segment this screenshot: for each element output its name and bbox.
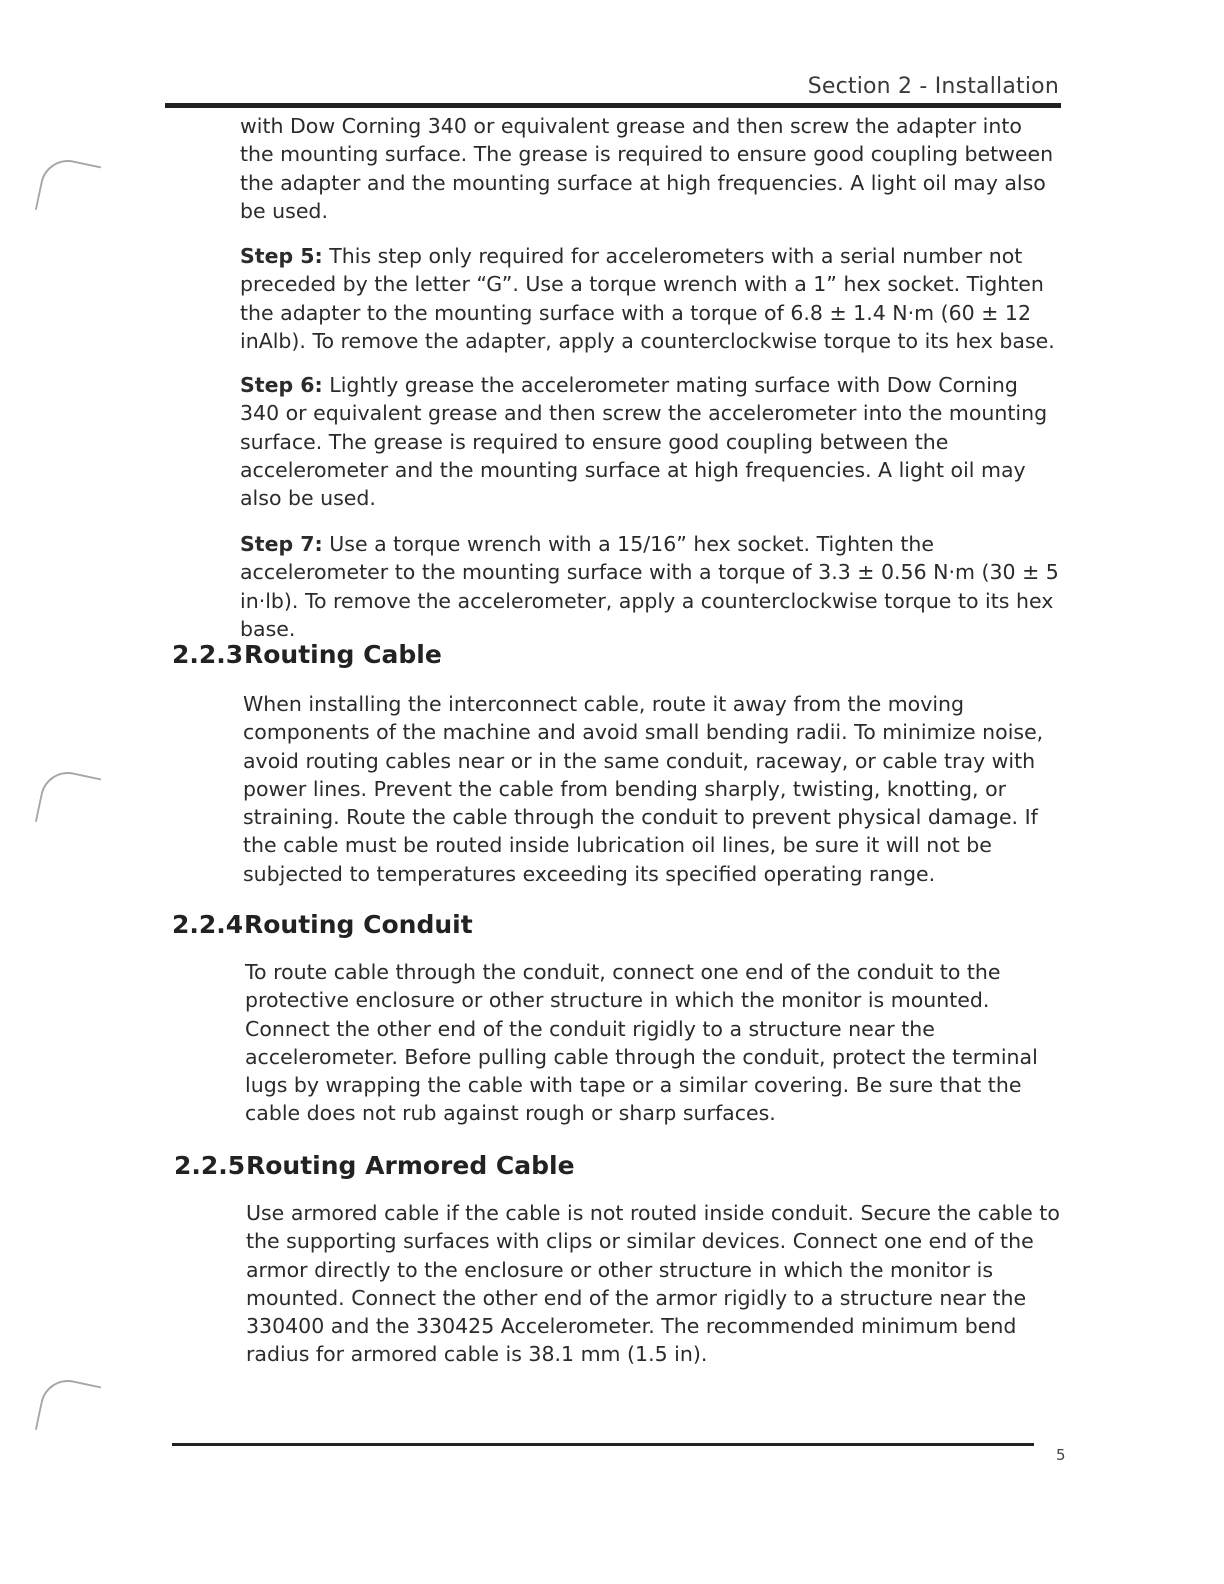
running-header: Section 2 - Installation [807, 74, 1059, 99]
page-number: 5 [1056, 1446, 1066, 1464]
step-text: This step only required for accelerometers with a serial number not preceded by the letter “G”. Use a torque wrench with a 1” hex socket. Tighten the adapter to the mounting surface with a torque of 6.8 ± 1.4 N·m (60 ± 12 inAlb). To remove the adapter, apply a counterclockwise torque to its hex base. [240, 244, 1055, 353]
intro-paragraph [240, 112, 1062, 225]
section-body-text: Use armored cable if the cable is not routed inside conduit. Secure the cable to the supporting surfaces with clips or similar devices. Connect one end of the armor directly to the enclosure or other structure in which the monitor is mounted. Connect the other end of the armor rigidly to a structure near the 330400 and the 330425 Accelerometer. The recommended minimum bend radius for armored cable is 38.1 mm (1.5 in). [246, 1201, 1060, 1367]
header-rule [165, 103, 1061, 108]
section-title: Routing Conduit [244, 910, 473, 939]
footer-rule [172, 1443, 1034, 1446]
section-title: Routing Armored Cable [246, 1151, 575, 1180]
punch-hole-middle [35, 767, 101, 833]
punch-hole-bottom [35, 1375, 101, 1441]
step-text: Lightly grease the accelerometer mating surface with Dow Corning 340 or equivalent grease and then screw the accelerometer into the mounting surface. The grease is required to ensure good coupling between the accelerometer and the mounting surface at high frequencies. A light oil may also be used. [240, 373, 1048, 511]
step-5 [240, 242, 1062, 355]
section-body-text: To route cable through the conduit, connect one end of the conduit to the protective enclosure or other structure in which the monitor is mounted. Connect the other end of the conduit rigidly to a structure near the accelerometer. Before pulling cable through the conduit, protect the terminal lugs by wrapping the cable with tape or a similar covering. Be sure that the cable does not rub against rough or sharp surfaces. [245, 960, 1038, 1126]
intro-text: with Dow Corning 340 or equivalent grease and then screw the adapter into the mounting surface. The grease is required to ensure good coupling between the adapter and the mounting surface at high frequencies. A light oil may also be used. [240, 114, 1054, 223]
step-6 [240, 371, 1062, 512]
section-number: 2.2.5 [174, 1151, 246, 1180]
punch-hole-top [35, 155, 101, 221]
step-7 [240, 530, 1062, 643]
section-title: Routing Cable [244, 640, 442, 669]
step-text: Use a torque wrench with a 15/16” hex socket. Tighten the accelerometer to the mounting surface with a torque of 3.3 ± 0.56 N·m (30 ± 5 in·lb). To remove the accelerometer, apply a counterclockwise torque to its hex base. [240, 532, 1059, 641]
section-body [246, 1199, 1068, 1369]
section-body-text: When installing the interconnect cable, route it away from the moving components of the machine and avoid small bending radii. To minimize noise, avoid routing cables near or in the same conduit, raceway, or cable tray with power lines. Prevent the cable from bending sharply, twisting, knotting, or straining. Route the cable through the conduit to prevent physical damage. If the cable must be routed inside lubrication oil lines, be sure it will not be subjected to temperatures exceeding its specified operating range. [243, 692, 1044, 886]
section-number: 2.2.4 [172, 910, 244, 939]
step-label: Step 7: [240, 532, 323, 556]
section-body [243, 690, 1065, 888]
step-label: Step 5: [240, 244, 323, 268]
step-label: Step 6: [240, 373, 323, 397]
section-body [245, 958, 1067, 1128]
section-number: 2.2.3 [172, 640, 244, 669]
